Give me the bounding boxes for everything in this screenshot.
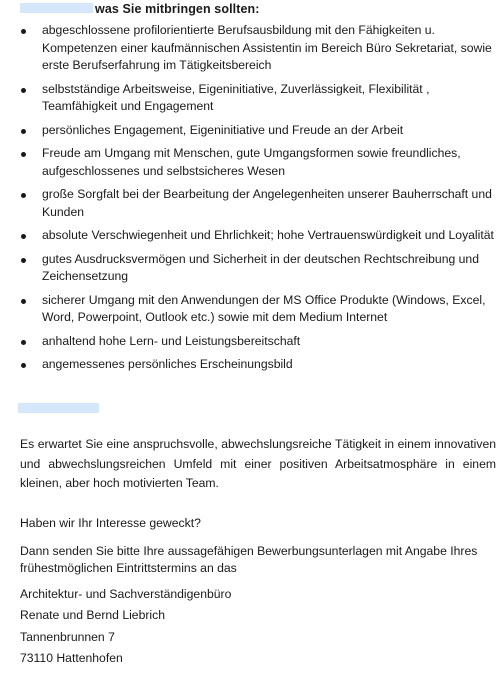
closing-section <box>20 515 496 672</box>
intro-paragraph: Es erwartet Sie eine anspruchsvolle, abwechslungsreiche Tätigkeit in einem innovativen und abwechslungsreichen Umfeld mit einer positiven Arbeitsatmosphäre in einem kleinen, aber hoch motivierten Team. <box>20 437 496 490</box>
address-street: Tannenbrunnen 7 <box>20 629 115 644</box>
list-item <box>0 292 503 327</box>
list-item <box>0 22 503 75</box>
list-item <box>0 251 503 286</box>
requirement-text: anhaltend hohe Lern- und Leistungsbereitschaft <box>42 333 301 348</box>
requirement-text: angemessenes persönliches Erscheinungsbild <box>42 357 293 371</box>
address-city: 73110 Hattenhofen <box>20 651 123 665</box>
requirements-list <box>0 22 503 380</box>
list-item <box>0 145 503 180</box>
bullet-icon <box>21 340 26 345</box>
bullet-icon <box>21 234 26 239</box>
requirement-text: absolute Verschwiegenheit und Ehrlichkeit; hohe Vertrauenswürdigkeit und Loyalität <box>42 228 494 242</box>
requirement-text: große Sorgfalt bei der Bearbeitung der Angelegenheiten unserer Bauherrschaft und Kunden <box>42 187 492 219</box>
bullet-icon <box>21 258 26 263</box>
bullet-icon <box>21 363 26 368</box>
bullet-icon <box>21 88 26 93</box>
list-item <box>0 356 503 374</box>
requirement-text: Freude am Umgang mit Menschen, gute Umgangsformen sowie freundliches, aufgeschlossenes und selbstsicheres Wesen <box>42 146 461 178</box>
requirement-text: sicherer Umgang mit den Anwendungen der MS Office Produkte (Windows, Excel, Word, Powerpoint, Outlook etc.) sowie mit dem Medium Internet <box>42 292 486 324</box>
list-item <box>0 122 503 140</box>
list-item <box>0 186 503 221</box>
bullet-icon <box>21 129 26 134</box>
interest-question: Haben wir Ihr Interesse geweckt? <box>20 516 201 530</box>
section-heading: was Sie mitbringen sollten: <box>95 2 260 16</box>
bullet-icon <box>21 29 26 34</box>
requirement-text: gutes Ausdrucksvermögen und Sicherheit in der deutschen Rechtschreibung und Zeichensetzung <box>42 251 479 283</box>
requirement-text: persönliches Engagement, Eigeninitiative und Freude an der Arbeit <box>42 122 404 137</box>
highlight-bar-top <box>20 3 93 13</box>
requirement-text: abgeschlossene profilorientierte Berufsausbildung mit den Fähigkeiten u. Kompetenzen einer kaufmännischen Assistentin im Bereich Büro Sekretariat, sowie erste Berufserfahrung im Tätigkeitsbereich <box>42 23 492 72</box>
list-item <box>0 81 503 116</box>
bullet-icon <box>21 299 26 304</box>
bullet-icon <box>21 193 26 198</box>
requirement-text: selbstständige Arbeitsweise, Eigeninitiative, Zuverlässigkeit, Flexibilität , Teamfähigkeit und Engagement <box>42 81 430 113</box>
bullet-icon <box>21 152 26 157</box>
list-item <box>0 333 503 351</box>
address-names: Renate und Bernd Liebrich <box>20 608 165 622</box>
application-instructions: Dann senden Sie bitte Ihre aussagefähigen Bewerbungsunterlagen mit Angabe Ihres frühestmöglichen Eintrittstermins an das <box>20 543 478 575</box>
list-item <box>0 227 503 245</box>
highlight-bar-middle <box>18 403 99 413</box>
address-company: Architektur- und Sachverständigenbüro <box>20 586 232 601</box>
address-block <box>20 586 496 668</box>
